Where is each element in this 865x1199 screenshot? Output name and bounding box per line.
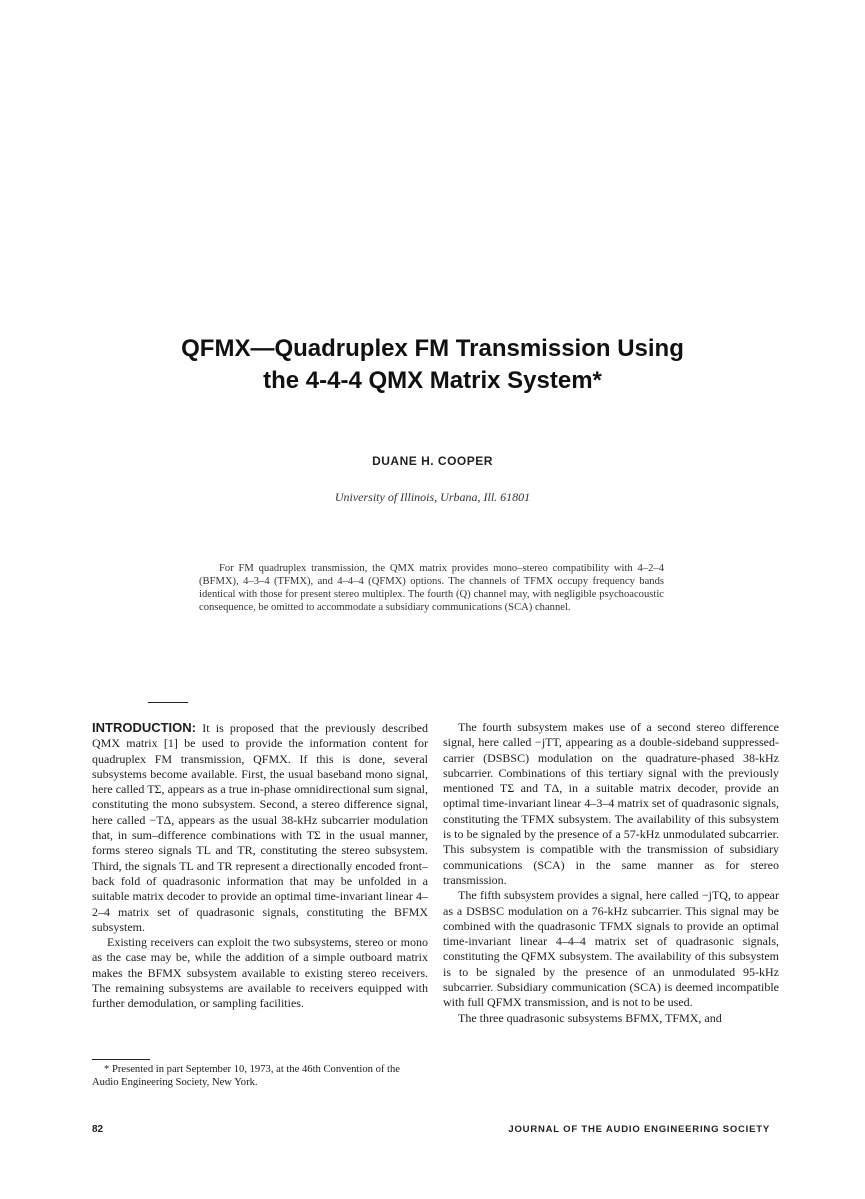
intro-text: It is proposed that the previously described QMX matrix [1] be used to provide the information content for quadruplex FM transmission, QFMX. If this is done, several subsystems become available. First, the usual baseband mono signal, here called TΣ, appears as a true in-phase omnidirectional sum signal, constituting the mono subsystem. Second, a stereo difference signal, here called −TΔ, appears as the usual 38-kHz subcarrier modulation that, in sum–difference combinations with TΣ in the usual manner, forms stereo signals TL and TR, constituting the stereo subsystem. Third, the signals TL and TR represent a directionally encoded front–back fold of quadrasonic information that may be unfolded in a suitable matrix decoder to provide an optimal time-invariant linear 4–2–4 matrix set of quadrasonic signals, constituting the BFMX subsystem. [92,721,429,934]
intro-paragraph [92,720,428,935]
footnote: * Presented in part September 10, 1973, at the 46th Convention of the Audio Engineering Society, New York. [92,1064,400,1088]
footnote-rule [92,1059,150,1060]
author-affiliation: University of Illinois, Urbana, Ill. 61801 [334,490,531,504]
left-column [92,720,428,1012]
left-paragraph-2: Existing receivers can exploit the two subsystems, stereo or mono as the case may be, while the addition of a simple outboard matrix makes the BFMX subsystem available to existing stereo receivers. The remaining subsystems are available to receivers equipped with further demodulation, or sampling facilities. [92,935,428,1011]
page-number: 82 [92,1124,104,1135]
title-line-1: QFMX—Quadruplex FM Transmission Using [181,335,684,362]
right-paragraph-3: The three quadrasonic subsystems BFMX, TFMX, and [458,1010,722,1025]
article-title [60,333,805,397]
title-line-2: the 4-4-4 QMX Matrix System* [263,367,602,394]
author-name: DUANE H. COOPER [372,454,493,468]
abstract: For FM quadruplex transmission, the QMX matrix provides mono–stereo compatibility with 4–2–4 (BFMX), 4–3–4 (TFMX), and 4–4–4 (QFMX) options. The channels of TFMX occupy frequency bands identical with those for present stereo multiplex. The fourth (Q) channel may, with negligible psychoacoustic consequence, be omitted to accommodate a subsidiary communications (SCA) channel. [199,563,664,613]
right-paragraph-1: The fourth subsystem makes use of a second stereo difference signal, here called −jTT, appearing as a double-sideband suppressed-carrier (DSBSC) modulation on the quadrature-phased 38-kHz subcarrier. Combinations of this tertiary signal with the previously mentioned TΣ and TΔ, in a suitable matrix decoder, provide an optimal time-invariant linear 4–3–4 matrix set of quadrasonic signals, constituting the TFMX subsystem. The availability of this subsystem is to be signaled by the presence of a 57-kHz unmodulated subcarrier. This subsystem is compatible with the transmission of subsidiary communications (SCA) in the same manner as for stereo transmission. [443,720,779,887]
intro-heading: INTRODUCTION: [92,720,196,735]
right-paragraph-2: The fifth subsystem provides a signal, here called −jTQ, to appear as a DSBSC modulation on a 76-kHz subcarrier. This signal may be combined with the quadrasonic TFMX signals to provide an optimal time-invariant linear 4–4–4 matrix set of quadrasonic signals, constituting the QFMX subsystem. The availability of this subsystem is to be signaled by the presence of an unmodulated 95-kHz subcarrier. Subsidiary communication (SCA) is deemed incompatible with full QFMX transmission, and is not to be used. [443,888,779,1010]
journal-name: JOURNAL OF THE AUDIO ENGINEERING SOCIETY [508,1124,770,1135]
section-rule [148,702,188,703]
right-column [443,720,779,1026]
